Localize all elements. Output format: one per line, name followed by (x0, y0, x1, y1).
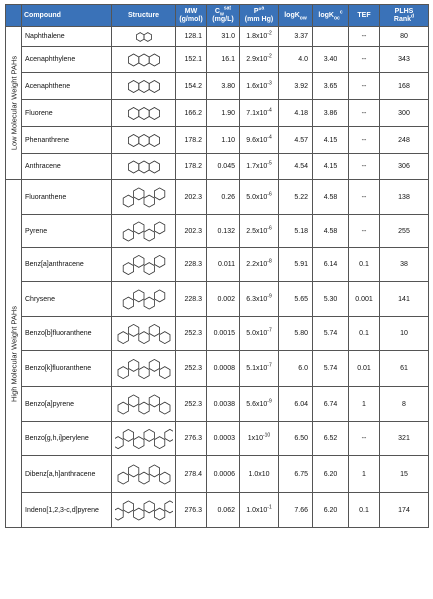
header-blank (6, 5, 22, 27)
log-kow: 6.50 (279, 422, 313, 456)
tef-value: -- (349, 215, 380, 248)
molecular-weight: 252.3 (176, 351, 207, 387)
header-compound: Compound (22, 5, 112, 27)
compound-name: Acenaphthene (22, 73, 112, 100)
vapor-pressure-base: 2.2x10 (246, 261, 268, 268)
plhs-rank: 174 (380, 493, 429, 528)
vapor-pressure (240, 47, 279, 73)
vapor-pressure-exponent: -9 (267, 293, 272, 300)
vapor-pressure-base: 9.6x10 (246, 136, 268, 144)
log-koc: 6.20 (313, 493, 349, 528)
log-koc: 5.30 (313, 282, 349, 317)
molecule-structure-icon (115, 103, 173, 124)
compound-name: Pyrene (22, 215, 112, 248)
log-kow: 4.54 (279, 154, 313, 180)
water-solubility: 31.0 (207, 27, 240, 47)
molecular-weight: 252.3 (176, 317, 207, 351)
molecule-structure-icon (115, 496, 173, 525)
table-row (6, 47, 429, 73)
vapor-pressure (240, 351, 279, 387)
vapor-pressure-exponent: -9 (267, 398, 272, 405)
molecular-weight: 228.3 (176, 282, 207, 317)
tef-value: -- (349, 100, 380, 127)
compound-name: Benzo[a]pyrene (22, 387, 112, 422)
compound-name: Naphthalene (22, 27, 112, 47)
molecule-structure-icon (115, 251, 173, 279)
log-kow: 5.80 (279, 317, 313, 351)
structure-cell (112, 317, 176, 351)
structure-cell (112, 422, 176, 456)
structure-cell (112, 248, 176, 282)
water-solubility: 0.011 (207, 248, 240, 282)
molecule-structure-icon (115, 285, 173, 314)
molecular-weight: 202.3 (176, 180, 207, 215)
compound-name: Dibenz[a,h]anthracene (22, 456, 112, 493)
vapor-pressure (240, 73, 279, 100)
log-kow: 6.75 (279, 456, 313, 493)
compound-name: Indeno[1,2,3-c,d]pyrene (22, 493, 112, 528)
header-logkow: logK$_{ow}$ (279, 5, 313, 27)
plhs-rank: 306 (380, 154, 429, 180)
plhs-rank: 248 (380, 127, 429, 154)
water-solubility: 0.0038 (207, 387, 240, 422)
vapor-pressure-base: 1x10 (247, 435, 263, 442)
molecular-weight: 152.1 (176, 47, 207, 73)
structure-cell (112, 73, 176, 100)
table-row (6, 73, 429, 100)
structure-cell (112, 282, 176, 317)
vapor-pressure (240, 422, 279, 456)
vapor-pressure-base: 1.6x10 (246, 82, 268, 90)
structure-cell (112, 215, 176, 248)
tef-value: -- (349, 27, 380, 47)
molecular-weight: 178.2 (176, 127, 207, 154)
log-koc: 3.40 (313, 47, 349, 73)
compound-name: Benzo[b]fluoranthene (22, 317, 112, 351)
plhs-rank: 80 (380, 27, 429, 47)
molecule-structure-icon (115, 218, 173, 245)
compound-name: Anthracene (22, 154, 112, 180)
compound-name: Acenaphthylene (22, 47, 112, 73)
log-koc: 6.14 (313, 248, 349, 282)
vapor-pressure-base: 7.1x10 (246, 109, 268, 117)
compound-name: Phenanthrene (22, 127, 112, 154)
vapor-pressure (240, 180, 279, 215)
plhs-rank: 321 (380, 422, 429, 456)
molecule-structure-icon (115, 50, 173, 70)
plhs-rank: 61 (380, 351, 429, 387)
molecule-structure-icon (115, 157, 173, 177)
tef-value: 0.1 (349, 317, 380, 351)
vapor-pressure-exponent: -4 (267, 107, 272, 114)
log-kow: 3.92 (279, 73, 313, 100)
log-koc (313, 27, 349, 47)
vapor-pressure-base: 5.0x10 (246, 330, 268, 337)
vapor-pressure-exponent: -8 (267, 258, 272, 265)
molecule-structure-icon (115, 130, 173, 151)
tef-value: -- (349, 422, 380, 456)
log-kow: 5.22 (279, 180, 313, 215)
molecule-structure-icon (115, 354, 173, 384)
compound-name: Fluorene (22, 100, 112, 127)
table-body (6, 27, 429, 528)
tef-value: 0.001 (349, 282, 380, 317)
vapor-pressure-exponent: -2 (267, 30, 272, 37)
water-solubility: 0.0006 (207, 456, 240, 493)
table-row (6, 180, 429, 215)
log-koc: 4.58 (313, 215, 349, 248)
water-solubility: 0.132 (207, 215, 240, 248)
structure-cell (112, 456, 176, 493)
log-koc: 3.86 (313, 100, 349, 127)
tef-value: -- (349, 73, 380, 100)
vapor-pressure-base: 5.1x10 (246, 365, 268, 372)
tef-value: 1 (349, 456, 380, 493)
plhs-rank: 255 (380, 215, 429, 248)
tef-value: 0.1 (349, 493, 380, 528)
header-mw: MW (g/mol) (176, 5, 207, 27)
header-cw: $C_w^{sat}$ (mg/L) (207, 5, 240, 27)
vapor-pressure (240, 387, 279, 422)
vapor-pressure-base: 2.5x10 (246, 227, 268, 235)
water-solubility: 0.045 (207, 154, 240, 180)
tef-value: 0.1 (349, 248, 380, 282)
molecular-weight: 276.3 (176, 422, 207, 456)
plhs-rank: 300 (380, 100, 429, 127)
vapor-pressure-exponent: -2 (267, 53, 272, 60)
header-plhs-rank: PLHS Rank$^d$ (380, 5, 429, 27)
log-koc: 6.20 (313, 456, 349, 493)
plhs-rank: 343 (380, 47, 429, 73)
structure-cell (112, 27, 176, 47)
log-kow: 3.37 (279, 27, 313, 47)
molecule-structure-icon (115, 425, 173, 453)
log-koc: 5.74 (313, 317, 349, 351)
vapor-pressure-exponent: -1 (267, 504, 272, 511)
water-solubility: 0.0008 (207, 351, 240, 387)
plhs-rank: 138 (380, 180, 429, 215)
vapor-pressure-base: 1.0x10 (248, 470, 270, 478)
water-solubility: 0.26 (207, 180, 240, 215)
log-koc: 5.74 (313, 351, 349, 387)
group-label: High Molecular Weight PAHs (9, 305, 18, 402)
vapor-pressure (240, 317, 279, 351)
log-kow: 4.18 (279, 100, 313, 127)
vapor-pressure (240, 282, 279, 317)
water-solubility: 0.002 (207, 282, 240, 317)
log-kow: 4.0 (279, 47, 313, 73)
plhs-rank: 10 (380, 317, 429, 351)
molecular-weight: 178.2 (176, 154, 207, 180)
header-vapor-pressure: P°$^a$ (mm Hg) (240, 5, 279, 27)
vapor-pressure-exponent: -3 (267, 80, 272, 87)
molecule-structure-icon (115, 30, 173, 44)
log-koc: 4.15 (313, 154, 349, 180)
vapor-pressure-exponent: -6 (267, 191, 272, 198)
table-row (6, 127, 429, 154)
structure-cell (112, 180, 176, 215)
vapor-pressure (240, 215, 279, 248)
molecular-weight: 228.3 (176, 248, 207, 282)
group-label-cell (6, 180, 22, 528)
tef-value: 0.01 (349, 351, 380, 387)
molecule-structure-icon (115, 459, 173, 490)
vapor-pressure-base: 6.3x10 (246, 295, 268, 303)
plhs-rank: 141 (380, 282, 429, 317)
water-solubility: 3.80 (207, 73, 240, 100)
table-row (6, 154, 429, 180)
log-kow: 4.57 (279, 127, 313, 154)
molecular-weight: 202.3 (176, 215, 207, 248)
log-koc: 6.52 (313, 422, 349, 456)
table-row (6, 351, 429, 387)
pah-properties-table-container (5, 4, 428, 528)
plhs-rank: 15 (380, 456, 429, 493)
water-solubility: 0.0015 (207, 317, 240, 351)
compound-name: Chrysene (22, 282, 112, 317)
molecular-weight: 128.1 (176, 27, 207, 47)
molecular-weight: 276.3 (176, 493, 207, 528)
log-koc: 4.15 (313, 127, 349, 154)
water-solubility: 1.90 (207, 100, 240, 127)
vapor-pressure (240, 127, 279, 154)
water-solubility: 1.10 (207, 127, 240, 154)
vapor-pressure-exponent: -4 (267, 134, 272, 141)
vapor-pressure-exponent: -10 (262, 432, 271, 439)
pah-properties-table (5, 4, 429, 528)
table-row (6, 387, 429, 422)
vapor-pressure-base: 2.9x10 (246, 56, 268, 63)
vapor-pressure (240, 27, 279, 47)
molecule-structure-icon (115, 76, 173, 97)
water-solubility: 0.0003 (207, 422, 240, 456)
log-kow: 6.04 (279, 387, 313, 422)
log-koc: 6.74 (313, 387, 349, 422)
table-row (6, 27, 429, 47)
table-row (6, 100, 429, 127)
tef-value: -- (349, 127, 380, 154)
structure-cell (112, 100, 176, 127)
plhs-rank: 168 (380, 73, 429, 100)
water-solubility: 0.062 (207, 493, 240, 528)
table-row (6, 215, 429, 248)
molecular-weight: 278.4 (176, 456, 207, 493)
log-kow: 5.65 (279, 282, 313, 317)
log-kow: 5.18 (279, 215, 313, 248)
group-label-cell (6, 27, 22, 180)
compound-name: Benzo[k]fluoranthene (22, 351, 112, 387)
vapor-pressure-base: 1.0x10 (246, 506, 268, 514)
vapor-pressure-exponent: -7 (267, 362, 272, 369)
vapor-pressure-base: 5.0x10 (246, 193, 268, 201)
structure-cell (112, 47, 176, 73)
vapor-pressure-base: 1.7x10 (246, 163, 268, 170)
tef-value: -- (349, 180, 380, 215)
tef-value: 1 (349, 387, 380, 422)
header-row (6, 5, 429, 27)
table-row (6, 248, 429, 282)
table-row (6, 282, 429, 317)
vapor-pressure (240, 248, 279, 282)
molecular-weight: 154.2 (176, 73, 207, 100)
vapor-pressure-exponent: -7 (267, 327, 272, 334)
table-row (6, 456, 429, 493)
header-logkoc: logK$_{oc}^c$ (313, 5, 349, 27)
table-row (6, 493, 429, 528)
header-structure: Structure (112, 5, 176, 27)
molecule-structure-icon (115, 320, 173, 348)
structure-cell (112, 493, 176, 528)
tef-value: -- (349, 47, 380, 73)
plhs-rank: 38 (380, 248, 429, 282)
molecule-structure-icon (115, 390, 173, 419)
molecule-structure-icon (115, 183, 173, 212)
molecular-weight: 166.2 (176, 100, 207, 127)
table-row (6, 422, 429, 456)
compound-name: Benz[a]anthracene (22, 248, 112, 282)
structure-cell (112, 127, 176, 154)
log-koc: 4.58 (313, 180, 349, 215)
group-label: Low Molecular Weight PAHs (9, 55, 18, 151)
vapor-pressure (240, 493, 279, 528)
vapor-pressure (240, 154, 279, 180)
structure-cell (112, 387, 176, 422)
log-koc: 3.65 (313, 73, 349, 100)
vapor-pressure-exponent: -6 (267, 225, 272, 232)
vapor-pressure (240, 456, 279, 493)
structure-cell (112, 154, 176, 180)
vapor-pressure-base: 5.6x10 (246, 400, 268, 408)
plhs-rank: 8 (380, 387, 429, 422)
vapor-pressure-base: 1.8x10 (246, 33, 268, 40)
log-kow: 6.0 (279, 351, 313, 387)
vapor-pressure-exponent: -5 (267, 160, 272, 167)
header-tef: TEF (349, 5, 380, 27)
log-kow: 5.91 (279, 248, 313, 282)
log-kow: 7.66 (279, 493, 313, 528)
tef-value: -- (349, 154, 380, 180)
structure-cell (112, 351, 176, 387)
table-row (6, 317, 429, 351)
compound-name: Benzo[g,h,i]perylene (22, 422, 112, 456)
vapor-pressure (240, 100, 279, 127)
compound-name: Fluoranthene (22, 180, 112, 215)
molecular-weight: 252.3 (176, 387, 207, 422)
water-solubility: 16.1 (207, 47, 240, 73)
